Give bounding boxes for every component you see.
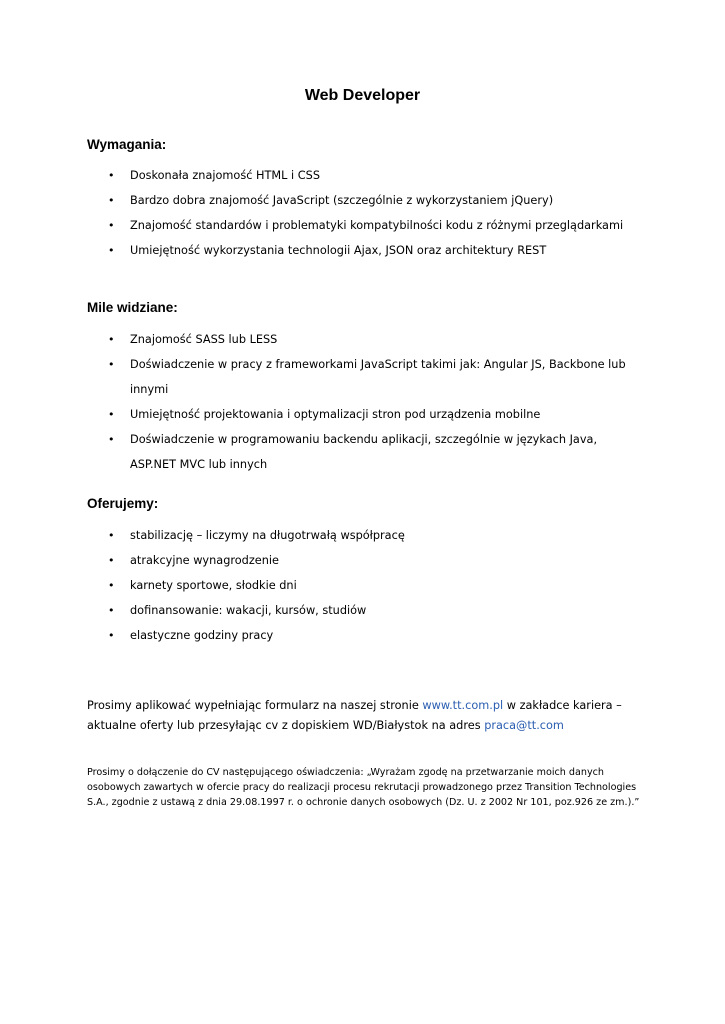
nice-to-have-list xyxy=(0,327,630,477)
bullet-icon: • xyxy=(108,604,115,617)
list-item xyxy=(0,623,630,648)
list-item xyxy=(0,523,630,548)
list-item xyxy=(0,427,630,477)
bullet-icon: • xyxy=(108,169,115,182)
list-item-text: Doświadczenie w pracy z frameworkami JavaScript takimi jak: Angular JS, Backbone lub innymi xyxy=(130,358,626,396)
bullet-icon: • xyxy=(108,219,115,232)
list-item xyxy=(0,548,630,573)
list-item xyxy=(0,352,630,402)
list-item-text: stabilizację – liczymy na długotrwałą współpracę xyxy=(130,529,405,542)
list-item-text: Znajomość standardów i problematyki kompatybilności kodu z różnymi przeglądarkami xyxy=(130,219,624,232)
list-item xyxy=(0,238,630,263)
apply-text-start: Prosimy aplikować wypełniając formularz na naszej stronie xyxy=(87,699,423,712)
bullet-icon: • xyxy=(108,579,115,592)
bullet-icon: • xyxy=(108,244,115,257)
bullet-icon: • xyxy=(108,194,115,207)
requirements-list xyxy=(0,163,630,263)
offer-list xyxy=(0,523,630,648)
bullet-icon: • xyxy=(108,358,115,371)
nice-to-have-heading: Mile widziane: xyxy=(87,300,178,315)
list-item-text: Umiejętność projektowania i optymalizacji stron pod urządzenia mobilne xyxy=(130,408,541,421)
list-item-text: atrakcyjne wynagrodzenie xyxy=(130,554,279,567)
bullet-icon: • xyxy=(108,333,115,346)
list-item xyxy=(0,598,630,623)
consent-note: Prosimy o dołączenie do CV następującego oświadczenia: „Wyrażam zgodę na przetwarzanie moich danych osobowych zawartych w ofercie pracy do realizacji procesu rekrutacji prowadzonego przez Transition Technologies S.A., zgodnie z ustawą z dnia 29.08.1997 r. o ochronie danych osobowych (Dz. U. z 2002 Nr 101, poz.926 ze zm.).” xyxy=(87,767,640,808)
bullet-icon: • xyxy=(108,433,115,446)
offer-heading: Oferujemy: xyxy=(87,496,159,511)
list-item-text: Umiejętność wykorzystania technologii Ajax, JSON oraz architektury REST xyxy=(130,244,547,257)
bullet-icon: • xyxy=(108,554,115,567)
page-title: Web Developer xyxy=(304,87,421,104)
list-item xyxy=(0,188,630,213)
bullet-icon: • xyxy=(108,629,115,642)
apply-text-middle: w zakładce kariera – aktualne oferty lub przesyłając cv z dopiskiem WD/Białystok na adres xyxy=(87,699,622,732)
apply-paragraph xyxy=(87,696,637,736)
list-item xyxy=(0,327,630,352)
list-item-text: dofinansowanie: wakacji, kursów, studiów xyxy=(130,604,367,617)
email-link[interactable]: praca@tt.com xyxy=(484,719,564,732)
bullet-icon: • xyxy=(108,408,115,421)
bullet-icon: • xyxy=(108,529,115,542)
list-item xyxy=(0,213,630,238)
list-item-text: Bardzo dobra znajomość JavaScript (szczególnie z wykorzystaniem jQuery) xyxy=(130,194,554,207)
list-item-text: karnety sportowe, słodkie dni xyxy=(130,579,297,592)
website-link[interactable]: www.tt.com.pl xyxy=(422,699,504,712)
list-item-text: Doświadczenie w programowaniu backendu aplikacji, szczególnie w językach Java, ASP.NET MVC lub innych xyxy=(130,433,598,471)
list-item xyxy=(0,573,630,598)
list-item-text: Znajomość SASS lub LESS xyxy=(130,333,278,346)
list-item xyxy=(0,163,630,188)
list-item xyxy=(0,402,630,427)
requirements-heading: Wymagania: xyxy=(87,137,167,152)
list-item-text: elastyczne godziny pracy xyxy=(130,629,274,642)
list-item-text: Doskonała znajomość HTML i CSS xyxy=(130,169,321,182)
